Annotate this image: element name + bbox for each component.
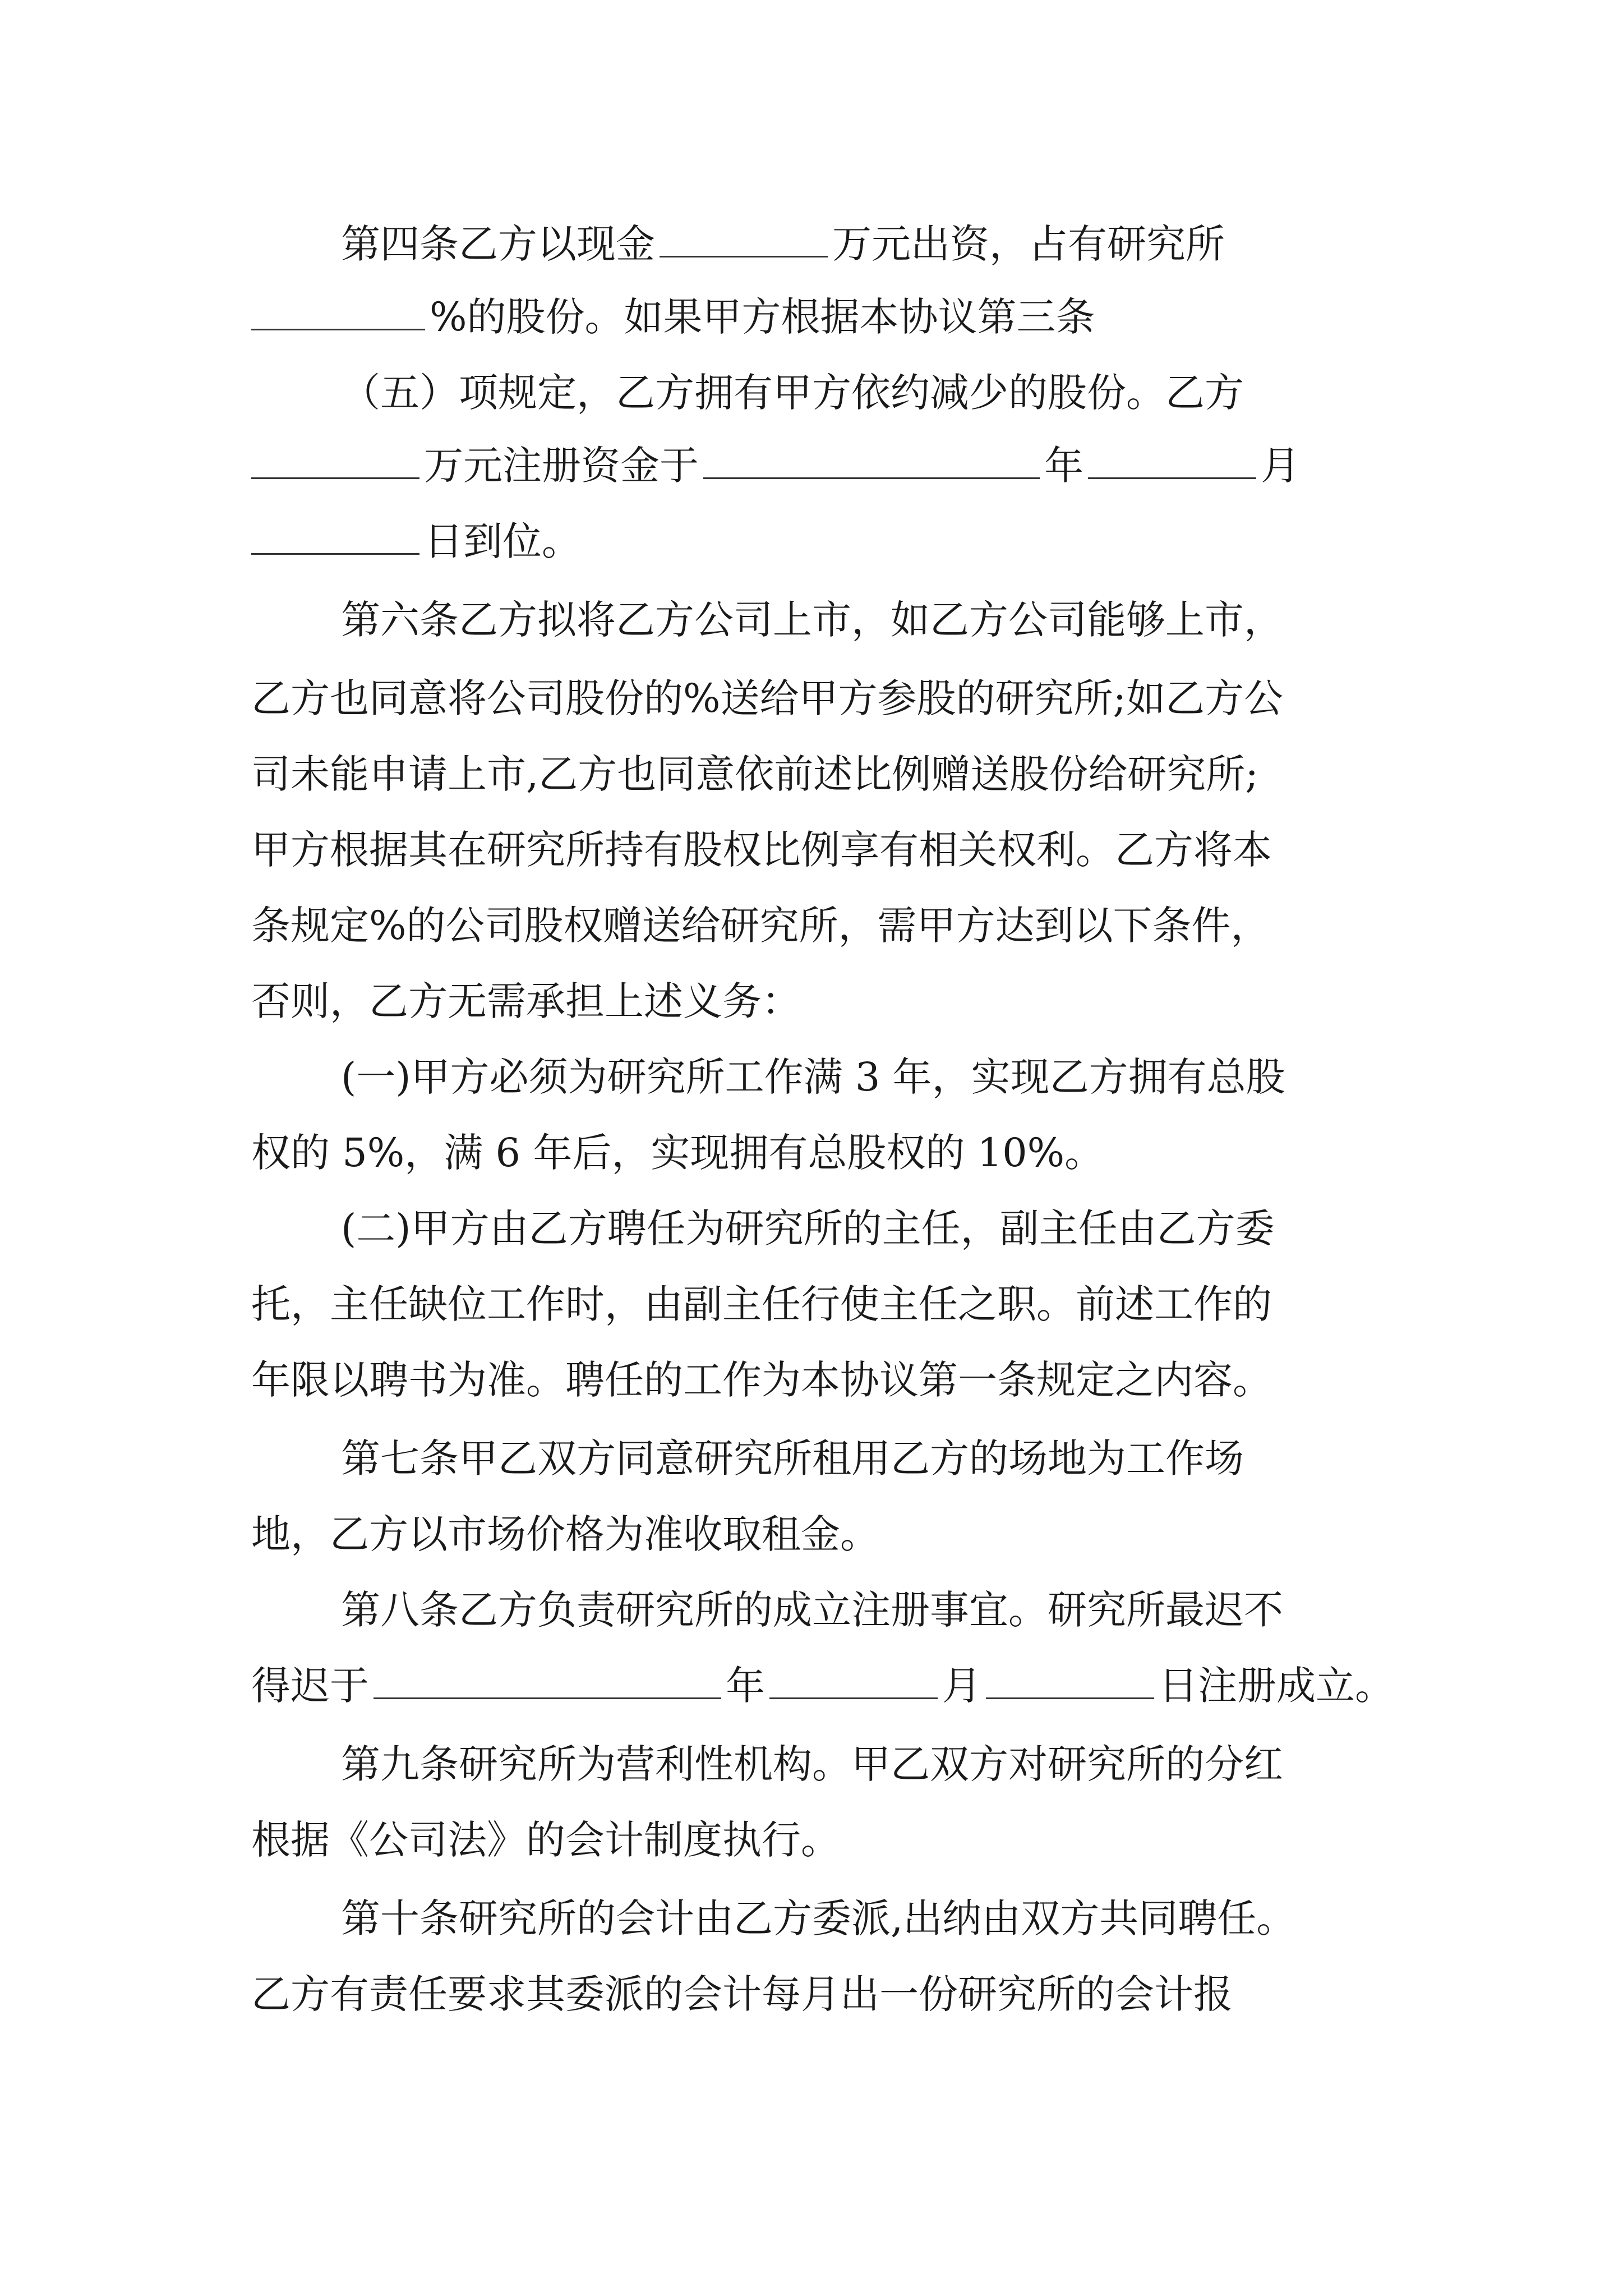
text-segment: 条规定%的公司股权赠送给研究所，需甲方达到以下条件， [251, 903, 1270, 949]
text-segment: %的股份。如果甲方根据本协议第三条 [430, 294, 1095, 340]
text-line [341, 1425, 1491, 1492]
text-line [251, 1961, 1401, 2028]
text-line [251, 432, 1401, 499]
text-line [251, 1346, 1401, 1414]
text-segment: 甲方根据其在研究所持有股权比例享有相关权利。乙方将本 [251, 827, 1272, 873]
blank-underline [769, 1656, 938, 1699]
text-line [251, 1652, 1401, 1719]
text-segment: 万元出资，占有研究所 [832, 221, 1225, 267]
text-line [251, 665, 1401, 732]
text-line [341, 1885, 1491, 1952]
text-segment: 第八条乙方负责研究所的成立注册事宜。研究所最迟不 [341, 1587, 1283, 1633]
text-line [251, 892, 1401, 959]
blank-underline [986, 1656, 1154, 1699]
text-line [341, 1195, 1491, 1262]
text-segment: 第十条研究所的会计由乙方委派,出纳由双方共同聘任。 [341, 1895, 1296, 1941]
text-segment: 乙方也同意将公司股份的%送给甲方参股的研究所;如乙方公 [251, 675, 1284, 721]
blank-underline [251, 436, 419, 479]
text-segment: 托，主任缺位工作时，由副主任行使主任之职。前述工作的 [251, 1281, 1272, 1327]
text-segment: 年 [1044, 443, 1083, 489]
blank-underline [1088, 436, 1256, 479]
text-line [251, 283, 1401, 351]
text-segment: 年 [726, 1663, 765, 1709]
text-line [251, 816, 1401, 884]
blank-underline [703, 436, 1040, 479]
text-segment: 月 [1261, 443, 1300, 489]
text-line [341, 1576, 1491, 1644]
text-segment: 得迟于 [251, 1663, 369, 1709]
text-line [341, 586, 1491, 654]
text-segment: 否则，乙方无需承担上述义务： [251, 978, 801, 1024]
text-segment: 权的 5%，满 6 年后，实现拥有总股权的 10%。 [251, 1130, 1104, 1176]
text-segment: 第七条甲乙双方同意研究所租用乙方的场地为工作场 [341, 1435, 1244, 1481]
text-line [251, 1271, 1401, 1338]
text-segment: 根据《公司法》的会计制度执行。 [251, 1817, 840, 1863]
text-line [251, 1806, 1401, 1874]
blank-underline [251, 287, 425, 330]
text-segment: 第六条乙方拟将乙方公司上市，如乙方公司能够上市， [341, 597, 1283, 643]
text-line [341, 210, 1491, 278]
text-line [251, 508, 1401, 575]
text-segment: 第四条乙方以现金 [341, 221, 655, 267]
text-line [251, 1119, 1401, 1186]
text-segment: 万元注册资金于 [424, 443, 699, 489]
text-segment: 地，乙方以市场价格为准收取租金。 [251, 1511, 879, 1557]
text-segment: 第九条研究所为营利性机构。甲乙双方对研究所的分红 [341, 1741, 1283, 1787]
blank-underline [374, 1656, 721, 1699]
text-segment: 乙方有责任要求其委派的会计每月出一份研究所的会计报 [251, 1971, 1233, 2017]
text-line [341, 359, 1491, 426]
text-segment: 年限以聘书为准。聘任的工作为本协议第一条规定之内容。 [251, 1357, 1272, 1403]
text-line [341, 1731, 1491, 1798]
text-line [341, 1043, 1491, 1111]
text-segment: 司未能申请上市,乙方也同意依前述比例赠送股份给研究所; [251, 751, 1258, 797]
text-line [251, 1501, 1401, 1568]
text-segment: （五）项规定，乙方拥有甲方依约减少的股份。乙方 [341, 370, 1244, 416]
text-segment: (二)甲方由乙方聘任为研究所的主任，副主任由乙方委 [341, 1205, 1275, 1251]
text-segment: 日注册成立。 [1159, 1663, 1394, 1709]
text-line [251, 968, 1401, 1035]
text-segment: (一)甲方必须为研究所工作满 3 年，实现乙方拥有总股 [341, 1054, 1285, 1100]
blank-underline [660, 214, 828, 257]
text-segment: 月 [942, 1663, 981, 1709]
text-segment: 日到位。 [424, 518, 581, 564]
text-line [251, 740, 1401, 808]
blank-underline [251, 512, 419, 555]
